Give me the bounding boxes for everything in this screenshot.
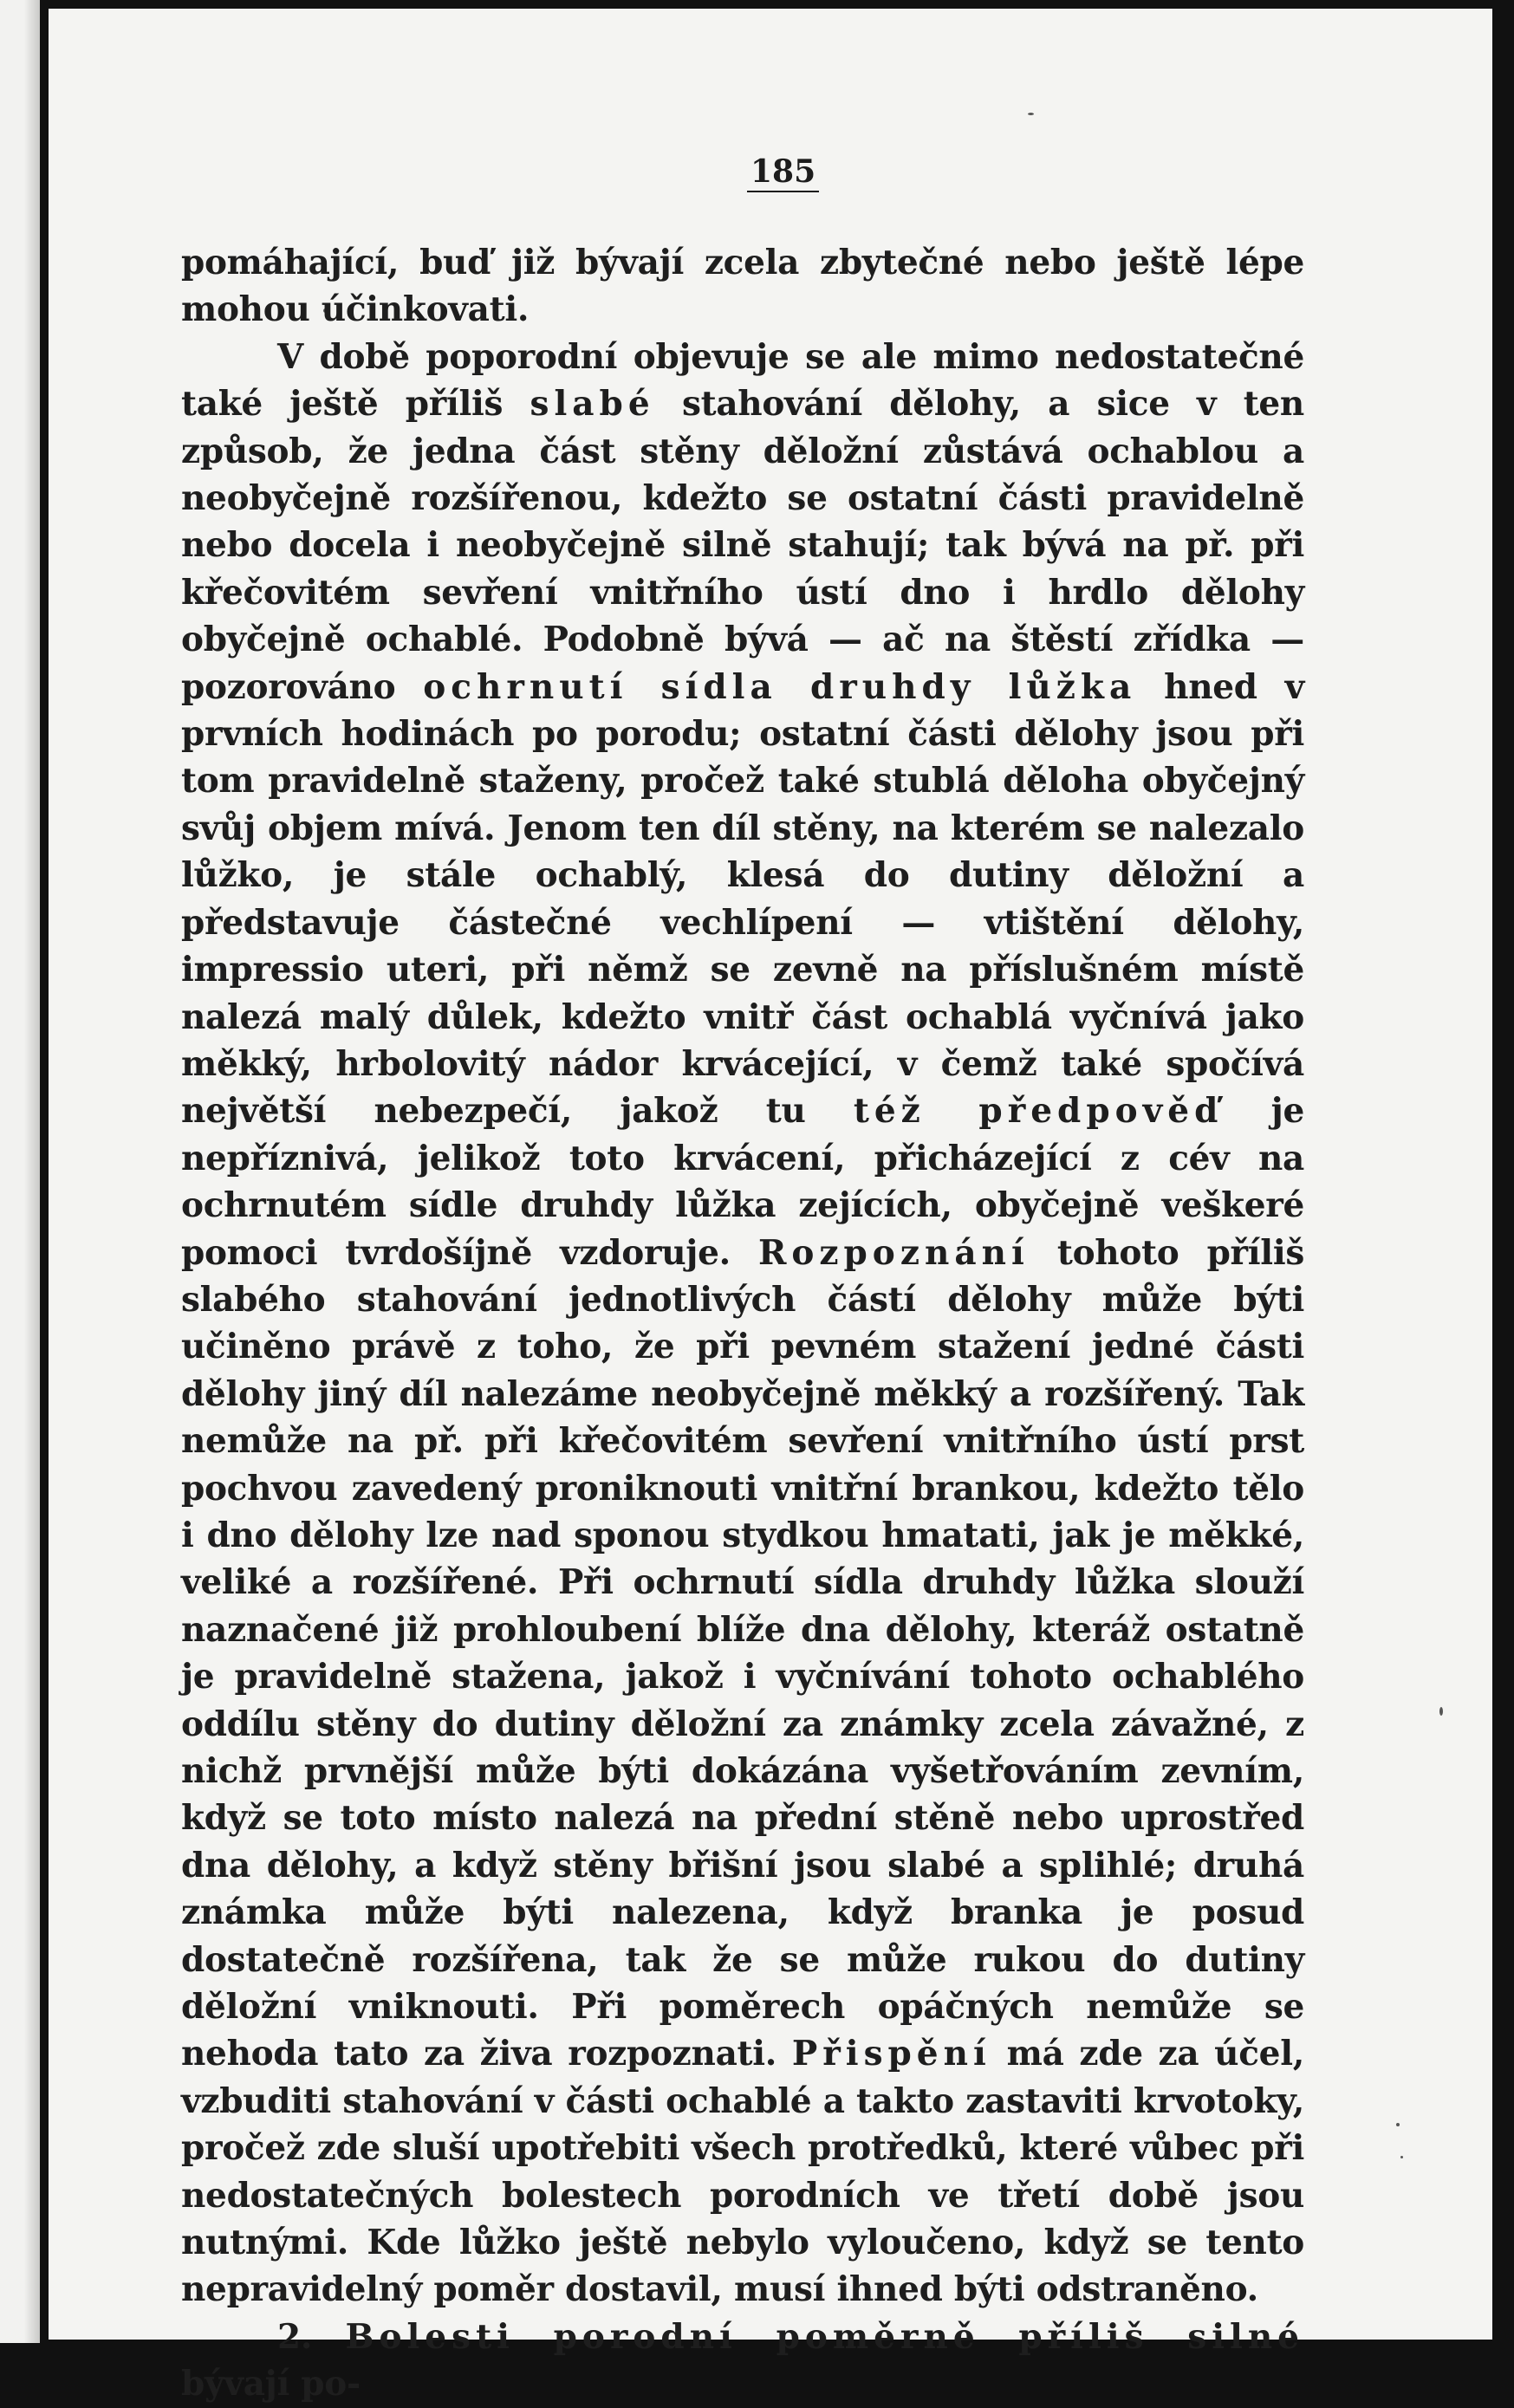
text-run: bývají po- xyxy=(181,2364,361,2405)
emphasized-text: Přispění xyxy=(791,2034,991,2074)
scan-speck xyxy=(1439,1707,1443,1716)
text-run: je nepříznivá, jelikož toto krvácení, přicházející z cév na ochrnutém sídle druhdy lůžka zejících, obyčejně veškeré pomoci tvrdošíjně vzdoruje. xyxy=(181,1091,1304,1273)
paragraph xyxy=(181,239,1304,334)
body-text xyxy=(181,239,1304,2408)
page-number: 185 xyxy=(747,153,819,192)
scan-speck xyxy=(1400,2156,1403,2158)
text-run: tohoto příliš slabého stahování jednotlivých částí dělohy může býti učiněno právě z toho, že při pevném stažení jedné části dělohy jiný díl nalezáme neobyčejně měkký a rozšířený. Tak nemůže na př. při křečovitém sevření vnitřního ústí prst pochvou zavedený proniknouti vnitřní brankou, kdežto tělo i dno dělohy lze nad sponou stydkou hmatati, jak je měkké, veliké a rozšířené. Při ochrnutí sídla druhdy lůžka slouží naznačené již prohloubení blíže dna dělohy, kteráž ostatně je pravidelně stažena, jakož i vyčnívání tohoto ochablého oddílu stěny do dutiny děložní za známky zcela závažné, z nichž prvnější může býti dokázána vyšetřováním zevním, když se toto místo nalezá na přední stěně nebo uprostřed dna dělohy, a když stěny břišní jsou slabé a splihlé; druhá známka může býti nalezena, když branka je posud dostatečně rozšířena, tak že se může rukou do dutiny děložní vniknouti. Při poměrech opáčných nemůže se nehoda tato za živa rozpoznati. xyxy=(181,1232,1304,2074)
text-run: má zde za účel, vzbuditi stahování v části ochablé a takto zastaviti krvotoky, pročež zde sluší upotřebiti všech protředků, které vůbec při nedostatečných bolestech porodních ve třetí době jsou nutnými. Kde lůžko ještě nebylo vyloučeno, když se tento nepravidelný poměr dostavil, musí ihned býti odstraněno. xyxy=(181,2034,1304,2310)
paragraph xyxy=(181,334,1304,2314)
text-run: pomáhající, buď již bývají zcela zbytečné nebo ještě lépe mohou účinkovati. xyxy=(181,243,1304,330)
text-run: 2. xyxy=(277,2316,346,2357)
text-run: hned v prvních hodinách po porodu; ostatní části dělohy jsou při tom pravidelně staženy, pročež také stublá děloha obyčejný svůj objem mívá. Jenom ten díl stěny, na kterém se nalezalo lůžko, je stále ochablý, klesá do dutiny děložní a představuje částečné vechlípení — vtištění dělohy, impressio uteri, při němž se zevně na příslušném místě nalezá malý důlek, kdežto vnitř část ochablá vyčnívá jako měkký, hrbolovitý nádor krvácející, v čemž také spočívá největší nebezpečí, jakož tu xyxy=(181,666,1304,1132)
emphasized-text: slabé xyxy=(530,384,655,425)
emphasized-text: ochrnutí sídla druhdy lůžka xyxy=(423,666,1137,707)
scan-page-edge xyxy=(0,0,40,2343)
paragraph xyxy=(181,2314,1304,2408)
emphasized-text: Bolesti porodní poměrně příliš silné xyxy=(345,2316,1304,2357)
scan-speck xyxy=(1028,113,1034,115)
emphasized-text: Rozpoznání xyxy=(757,1232,1030,1273)
scan-speck xyxy=(1396,2123,1400,2126)
emphasized-text: též předpověď xyxy=(853,1091,1224,1132)
text-run: stahování dělohy, a sice v ten způsob, že jedna část stěny děložní zůstává ochablou a neobyčejně rozšířenou, kdežto se ostatní části pravidelně nebo docela i neobyčejně silně stahují; tak bývá na př. při křečovitém sevření vnitřního ústí dno i hrdlo dělohy obyčejně ochablé. Podobně bývá — ač na štěstí zřídka — pozorováno xyxy=(181,384,1304,707)
text-run: V době poporodní objevuje se ale mimo nedostatečné také ještě příliš xyxy=(181,336,1304,425)
